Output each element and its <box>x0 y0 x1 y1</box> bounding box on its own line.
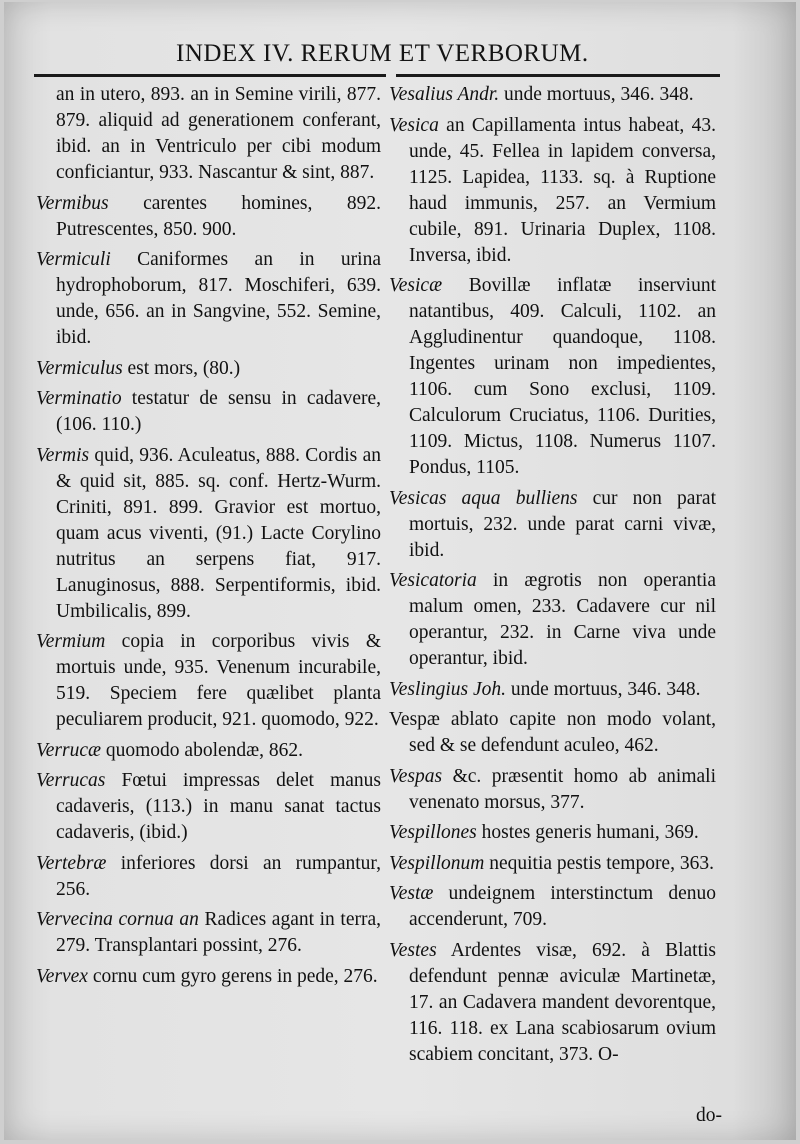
index-entry: Vermium copia in corporibus vivis & mortuis unde, 935. Venenum incurabile, 519. Speciem fere quælibet planta peculiarem producit, 921. quomodo, 922. <box>36 631 381 730</box>
index-entry: Vespæ ablato capite non modo volant, sed & se defendunt aculeo, 462. <box>389 709 716 756</box>
index-entry: Vesica an Capillamenta intus habeat, 43. unde, 45. Fellea in lapidem conversa, 1125. Lapidea, 1133. sq. à Ruptione haud immunis, 257. an Vermium cubile, 891. Urinaria Duplex, 1108. Inversa, ibid. <box>389 114 716 266</box>
index-entry: Vermiculi Caniformes an in urina hydrophoborum, 817. Moschiferi, 639. unde, 656. an in Sangvine, 552. Semine, ibid. <box>36 249 381 348</box>
left-column <box>36 82 381 994</box>
index-entry: Vervex cornu cum gyro gerens in pede, 276. <box>36 965 378 987</box>
index-entry: Vermis quid, 936. Aculeatus, 888. Cordis an & quid sit, 885. sq. conf. Hertz-Wurm. Criniti, 891. 899. Gravior est mortuo, quam acus viventi, (91.) Lacte Corylino nutritus an serpens fiat, 917. Lanuginosus, 888. Serpentiformis, ibid. Umbilicalis, 899. <box>36 444 381 622</box>
index-entry: Vermibus carentes homines, 892. Putrescentes, 850. 900. <box>36 192 381 240</box>
index-entry: Vestes Ardentes visæ, 692. à Blattis defendunt pennæ aviculæ Martinetæ, 17. an Cadavera mandent devorentque, 116. 118. ex Lana scabiosarum ovium scabiem concitant, 373. O- <box>389 939 716 1065</box>
index-entry: Vervecina cornua an Radices agant in terra, 279. Transplantari possint, 276. <box>36 909 381 956</box>
header-rule-right <box>396 74 720 77</box>
index-entry: Veslingius Joh. unde mortuus, 346. 348. <box>389 678 701 700</box>
index-entry: Vesicas aqua bulliens cur non parat mortuis, 232. unde parat carni vivæ, ibid. <box>389 487 717 561</box>
right-column <box>389 82 716 1072</box>
index-entry: Vespillones hostes generis humani, 369. <box>389 822 699 843</box>
index-entry: Verrucas Fœtui impressas delet manus cadaveris, (113.) in manu sanat tactus cadaveris, (ibid.) <box>36 770 381 843</box>
index-entry: Vestæ undeignem interstinctum denuo accenderunt, 709. <box>389 883 716 930</box>
index-entry: Vesalius Andr. unde mortuus, 346. 348. <box>389 84 694 105</box>
catchword: do- <box>696 1105 722 1126</box>
index-entry: Verminatio testatur de sensu in cadavere, (106. 110.) <box>36 388 381 435</box>
index-entry: Vespas &c. præsentit homo ab animali venenato morsus, 377. <box>389 765 716 813</box>
header-rule-left <box>34 74 386 77</box>
index-entry: Vespillonum nequitia pestis tempore, 363. <box>389 852 714 874</box>
index-entry: Vertebræ inferiores dorsi an rumpantur, 256. <box>36 852 381 900</box>
index-entry: an in utero, 893. an in Semine virili, 877. 879. aliquid ad generationem conferant, ibid. an in Ventriculo per cibi modum conficiantur, 933. Nascantur & sint, 887. <box>56 84 381 183</box>
book-page <box>4 2 796 1140</box>
index-entry: Verrucæ quomodo abolendæ, 862. <box>36 739 304 761</box>
running-header: INDEX IV. RERUM ET VERBORUM. <box>176 40 589 67</box>
index-entry: Vesicatoria in ægrotis non operantia malum omen, 233. Cadavere cur nil operantur, 232. in Carne viva unde operantur, ibid. <box>389 570 716 669</box>
index-entry: Vesicæ Bovillæ inflatæ inserviunt natantibus, 409. Calculi, 1102. an Aggludinentur quandoque, 1108. Ingentes urinam non impedientes, 1106. cum Sono exclusi, 1109. Calculorum Cruciatus, 1106. Durities, 1109. Mictus, 1108. Numerus 1107. Pondus, 1105. <box>389 275 716 478</box>
index-entry: Vermiculus est mors, (80.) <box>36 357 241 379</box>
